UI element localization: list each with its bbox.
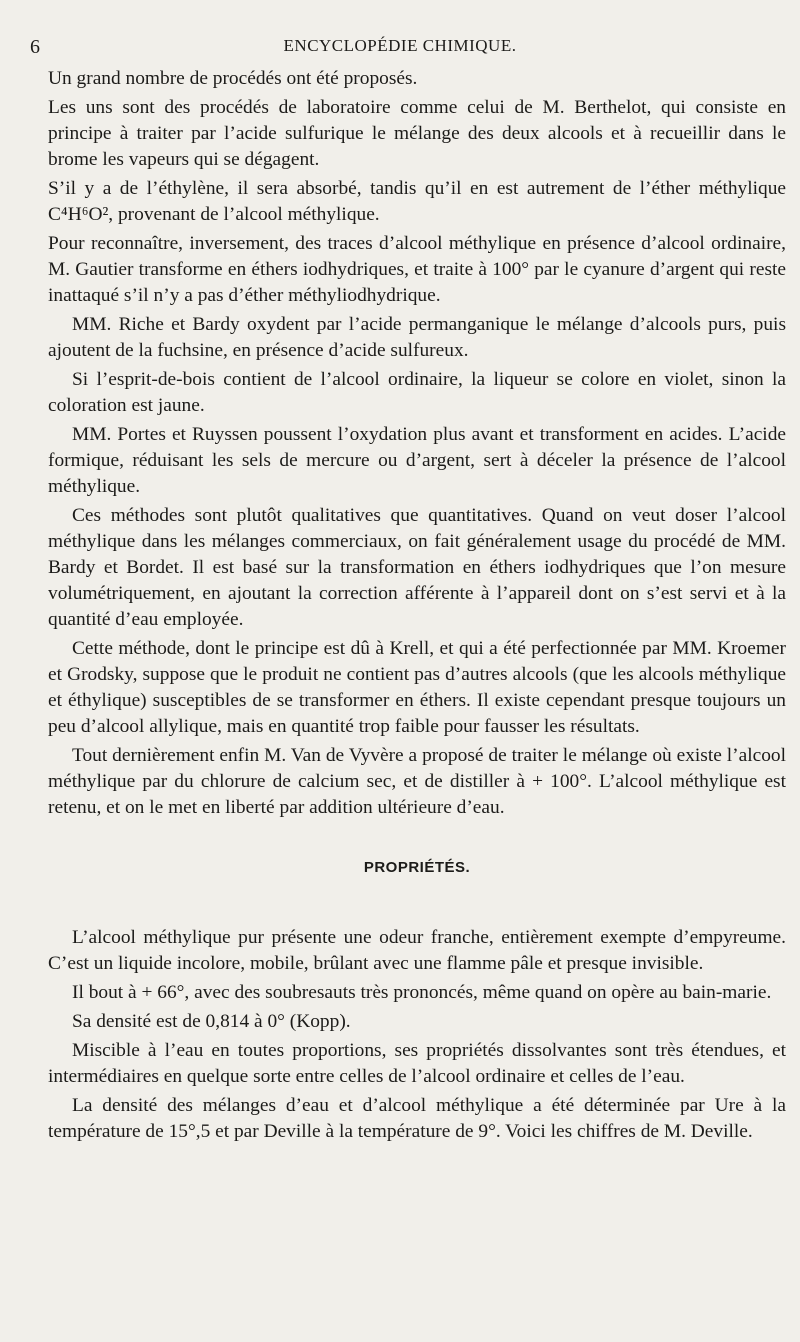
paragraph: Tout dernièrement enfin M. Van de Vyvère a proposé de traiter le mélange où existe l’alcool méthylique par du chlorure de calcium sec, et de distiller à + 100°. L’alcool méthylique est retenu, et on le met en liberté par addition ultérieure d’eau. bbox=[48, 745, 786, 818]
section-heading: PROPRIÉTÉS. bbox=[363, 859, 471, 876]
paragraph: MM. Riche et Bardy oxydent par l’acide permanganique le mélange d’alcools purs, puis ajoutent de la fuchsine, en présence d’acide sulfureux. bbox=[48, 314, 786, 361]
running-head: ENCYCLOPÉDIE CHIMIQUE. bbox=[283, 36, 517, 55]
paragraph: Les uns sont des procédés de laboratoire comme celui de M. Berthelot, qui consiste en principe à traiter par l’acide sulfurique le mélange des deux alcools et à recueillir dans le brome les vapeurs qui se dégagent. bbox=[48, 97, 786, 170]
paragraph: Pour reconnaître, inversement, des traces d’alcool méthylique en présence d’alcool ordinaire, M. Gautier transforme en éthers iodhydriques, et traite à 100° par le cyanure d’argent qui reste inattaqué s’il n’y a pas d’éther méthyliodhydrique. bbox=[48, 233, 786, 306]
paragraph: Sa densité est de 0,814 à 0° (Kopp). bbox=[72, 1011, 351, 1032]
paragraph: L’alcool méthylique pur présente une odeur franche, entièrement exempte d’empyreume. C’est un liquide incolore, mobile, brûlant avec une flamme pâle et presque invisible. bbox=[48, 927, 786, 974]
paragraph: Il bout à + 66°, avec des soubresauts très prononcés, même quand on opère au bain-marie. bbox=[72, 982, 772, 1003]
paragraph: Si l’esprit-de-bois contient de l’alcool ordinaire, la liqueur se colore en violet, sinon la coloration est jaune. bbox=[48, 369, 786, 416]
paragraph: La densité des mélanges d’eau et d’alcool méthylique a été déterminée par Ure à la température de 15°,5 et par Deville à la température de 9°. Voici les chiffres de M. Deville. bbox=[48, 1095, 786, 1142]
paragraph: Ces méthodes sont plutôt qualitatives que quantitatives. Quand on veut doser l’alcool méthylique dans les mélanges commerciaux, on fait généralement usage du procédé de MM. Bardy et Bordet. Il est basé sur la transformation en éthers iodhydriques que l’on mesure volumétriquement, en ajoutant la correction afférente à l’appareil dont on s’est servi et à la quantité d’eau employée. bbox=[48, 505, 786, 630]
paragraph: Un grand nombre de procédés ont été proposés. bbox=[48, 68, 418, 89]
paragraph: Miscible à l’eau en toutes proportions, ses propriétés dissolvantes sont très étendues, et intermédiaires en quelque sorte entre celles de l’alcool ordinaire et celles de l’eau. bbox=[48, 1040, 786, 1087]
paragraph: Cette méthode, dont le principe est dû à Krell, et qui a été perfectionnée par MM. Kroemer et Grodsky, suppose que le produit ne contient pas d’autres alcools (que les alcools méthylique et éthylique) susceptibles de se transformer en éthers. Il existe cependant presque toujours un peu d’alcool allylique, mais en quantité trop faible pour fausser les résultats. bbox=[48, 638, 786, 737]
page-number: 6 bbox=[30, 36, 40, 58]
page-header bbox=[0, 30, 800, 60]
body-text bbox=[48, 66, 786, 1148]
paragraph: S’il y a de l’éthylène, il sera absorbé, tandis qu’il en est autrement de l’éther méthylique C⁴H⁶O², provenant de l’alcool méthylique. bbox=[48, 178, 786, 225]
paragraph: MM. Portes et Ruyssen poussent l’oxydation plus avant et transforment en acides. L’acide formique, réduisant les sels de mercure ou d’argent, sert à déceler la présence de l’alcool méthylique. bbox=[48, 424, 786, 497]
